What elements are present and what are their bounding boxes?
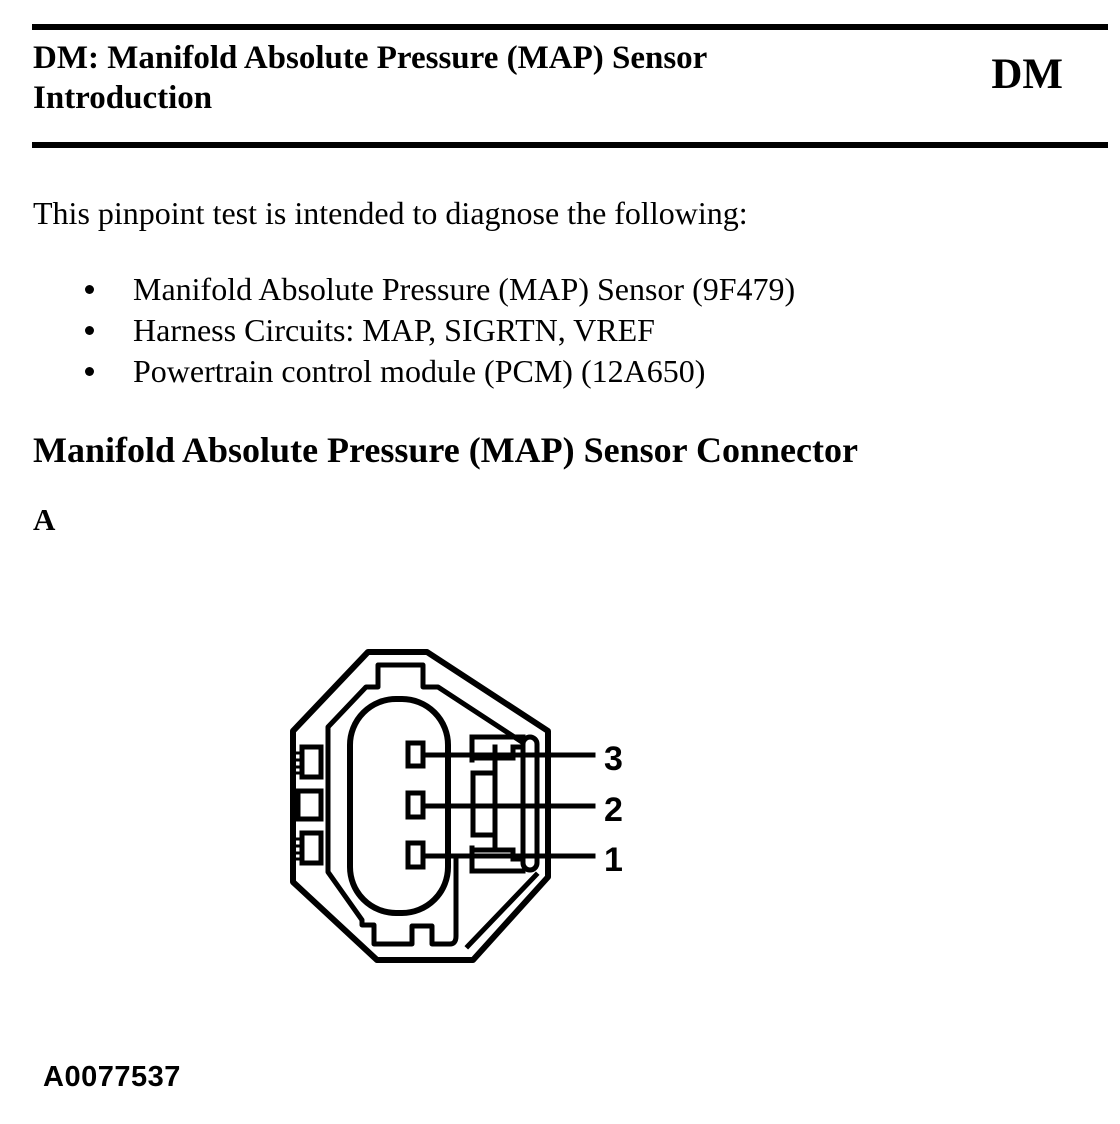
section-code: DM bbox=[991, 51, 1063, 98]
pin-label-1: 1 bbox=[604, 841, 623, 879]
list-item bbox=[0, 310, 795, 351]
header-bottom-rule bbox=[32, 142, 1108, 148]
left-index-top bbox=[302, 747, 321, 777]
list-item-text: Manifold Absolute Pressure (MAP) Sensor (9F479) bbox=[133, 271, 796, 307]
page-title-line2: Introduction bbox=[33, 80, 213, 116]
page-title-line1: DM: Manifold Absolute Pressure (MAP) Sensor bbox=[33, 40, 708, 76]
list-item-text: Powertrain control module (PCM) (12A650) bbox=[133, 353, 706, 389]
bullet-dot-icon bbox=[85, 326, 94, 335]
page-title bbox=[33, 38, 707, 118]
left-index-middle-fill bbox=[291, 795, 299, 816]
connector-inner-bevel bbox=[468, 875, 536, 946]
intro-paragraph: This pinpoint test is intended to diagnose the following: bbox=[33, 195, 748, 231]
left-index-middle bbox=[298, 791, 321, 819]
left-index-bottom bbox=[302, 833, 321, 863]
pin-label-2: 2 bbox=[604, 791, 623, 829]
diagnose-list bbox=[0, 269, 795, 392]
pin-label-3: 3 bbox=[604, 740, 623, 778]
connector-section-heading: Manifold Absolute Pressure (MAP) Sensor Connector bbox=[33, 430, 858, 470]
view-label: A bbox=[33, 502, 56, 537]
header-top-rule bbox=[32, 24, 1108, 30]
bullet-dot-icon bbox=[85, 285, 94, 294]
connector-diagram bbox=[260, 630, 660, 990]
list-item bbox=[0, 269, 795, 310]
bullet-dot-icon bbox=[85, 367, 94, 376]
list-item bbox=[0, 351, 795, 392]
list-item-text: Harness Circuits: MAP, SIGRTN, VREF bbox=[133, 312, 655, 348]
figure-code: A0077537 bbox=[43, 1061, 181, 1093]
